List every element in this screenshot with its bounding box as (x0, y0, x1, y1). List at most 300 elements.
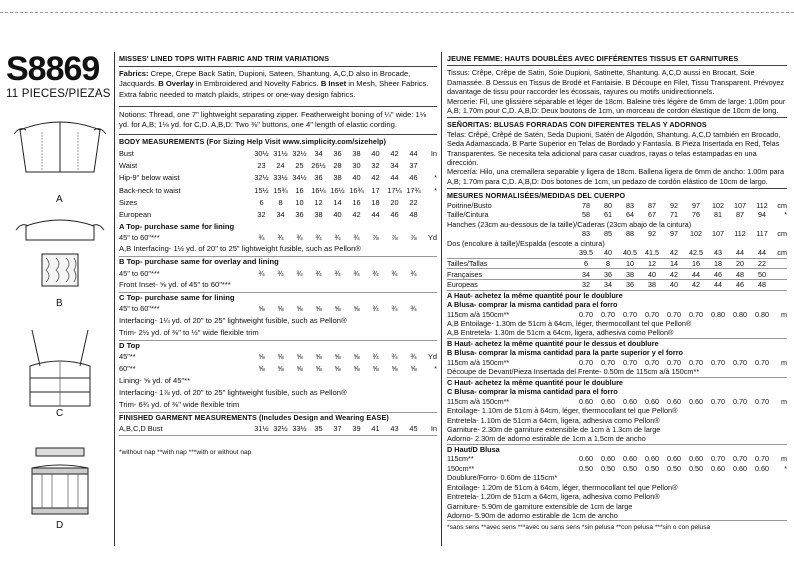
cell-value: 117 (756, 229, 768, 239)
cell-value: 31½ (252, 423, 271, 436)
table-row (119, 209, 437, 221)
cell-unit (423, 268, 437, 280)
cell-value: 42 (390, 148, 399, 158)
cell-unit (423, 160, 437, 172)
cell-value: ⅝ (315, 351, 322, 361)
cell-value: ¾ (315, 268, 322, 278)
cell-value: 0.60 (689, 454, 703, 464)
cell-value: ¾ (391, 351, 398, 361)
a-entretela: A,B Entretela- 1.30m de 51cm a 64cm, ligera, adhesiva como Pellon® (447, 328, 787, 338)
notion-line: Entretela- 1.10m de 51cm a 64cm, ligera, adhesiva como Pellon® (447, 415, 660, 425)
cell-value: 46 (409, 173, 418, 183)
view-a-label: A (56, 194, 63, 205)
hanches-label: Hanches (23cm au-dessous de la taille)/Caderas (23cm abajo de la cintura) (447, 219, 692, 229)
cell-value: 44 (729, 248, 751, 258)
row-label: Europeas (447, 280, 575, 291)
cell-value: 97 (670, 229, 678, 239)
cell-value: 38 (333, 173, 342, 183)
dos-label: Dos (encolure à taille)/Espalda (escote a cintura) (447, 238, 605, 248)
metric-size-table (447, 259, 787, 291)
cell-unit (773, 269, 787, 280)
cell-value: 17 (371, 185, 380, 195)
cell-value: ¾ (296, 268, 303, 278)
cell-value: 0.70 (689, 357, 703, 367)
a-blusa-heading: A Blusa- comprar la misma cantidad para el forro (447, 300, 618, 310)
d-trim: Trim- 6¾ yd. of ⅜" wide flexible trim (119, 400, 437, 413)
cell-value: 18 (707, 259, 729, 269)
cell-value: 37 (328, 423, 347, 436)
cell-value: 33½ (273, 173, 288, 183)
cell-value: 38 (619, 269, 641, 280)
cell-value: 40.5 (619, 248, 641, 258)
cell-value: 22 (409, 198, 418, 208)
cell-value: 0.50 (579, 463, 593, 473)
cell-unit: cm (777, 200, 787, 210)
cell-value: ¾ (258, 268, 265, 278)
cell-value: ¾ (391, 304, 398, 314)
cell-value: 40 (597, 248, 619, 258)
view-c-sketch (12, 326, 108, 416)
notion-line: Garniture- 5.90m de garniture extensible de 1cm de large (447, 501, 633, 511)
cell-value: 34 (276, 210, 285, 220)
cell-value: ⅝ (353, 351, 360, 361)
table-row (447, 464, 787, 474)
cell-value: ⅞ (391, 233, 398, 243)
cell-value: ⅝ (296, 364, 303, 374)
merceria-text: Mercería: Hilo, una cremallera separable y ligera de 18cm. Ballena ligera de 6mm de ancho: 1.00m para A,B; 1.70m para C,D. A,B,D: Dos botones de 1cm, un pedazo de cordón elástico de 10cm de largo. (447, 167, 785, 186)
b-haut-heading: B Haut- achetez la même quantité pour le dessus et doublure (447, 338, 659, 348)
d-top-heading: D Top (119, 340, 140, 350)
body-measurements-title: BODY MEASUREMENTS (For Sizing Help Visit www.simplicity.com/sizehelp) (119, 137, 387, 147)
cell-value: ¾ (296, 233, 303, 243)
cell-value: 0.70 (755, 396, 769, 406)
french-title: JEUNE FEMME: HAUTS DOUBLÉES AVEC DIFFÉRENTES TISSUS ET GARNITURES (447, 54, 739, 63)
notion-line: Adorno- 5.90m de adorno estirable de 1cm de ancho (447, 510, 618, 520)
cell-value: ¾ (315, 233, 322, 243)
cell-value: 41 (366, 423, 385, 436)
cell-value: 0.60 (667, 396, 681, 406)
spanish-title: SEÑORITAS: BLUSAS FORRADAS CON DIFERENTES TELAS Y ADORNOS (447, 120, 707, 130)
cell-value: 44 (390, 173, 399, 183)
front-inset: Front Inset- ⅝ yd. of 45" to 60"*** (119, 280, 437, 293)
cell-value: 0.50 (601, 463, 615, 473)
table-row (447, 259, 787, 269)
table-row (447, 397, 787, 407)
row-label (447, 229, 575, 239)
cell-value: 102 (712, 200, 724, 210)
cell-value: 17¾ (406, 185, 421, 195)
cell-value: 33½ (290, 423, 309, 436)
cell-value: 0.70 (733, 396, 747, 406)
cell-value: 26½ (311, 160, 326, 170)
cell-value: 32 (257, 210, 266, 220)
cell-value: 28 (333, 160, 342, 170)
view-c-label: C (56, 408, 64, 419)
cell-value: 39.5 (575, 248, 597, 258)
cell-value: 32½ (271, 423, 290, 436)
mercerie-text: Mercerie: Fil, une glissière séparable et léger de 18cm. Baleine très légère de 6mm de large: 1.00m pour A,B; 1.70m pour C,D. A,B,D: Deux boutons de 1cm, un morceau de cordon élastique de 10cm de long. (447, 96, 786, 116)
cell-value: 0.60 (755, 463, 769, 473)
row-label: Back-neck to waist (119, 185, 181, 195)
cell-value: 22 (751, 259, 773, 269)
cell-value: 20 (390, 198, 399, 208)
cell-value: 38 (352, 148, 361, 158)
cell-value: ⅞ (372, 233, 379, 243)
cell-value: 40 (663, 280, 685, 291)
table-row (119, 268, 437, 280)
d-notions-list (447, 473, 787, 521)
cell-value: 58 (582, 210, 590, 220)
cell-value: 78 (582, 200, 590, 210)
row-label: Françaises (447, 269, 575, 280)
cell-value: 40 (371, 148, 380, 158)
c-interfacing: Interfacing- 1¼ yd. of 20" to 25" lightweight fusible, such as Pellon® (119, 315, 347, 325)
english-footnote: *without nap **with nap ***with or without nap (119, 449, 252, 457)
finished-measurements-table (119, 423, 437, 436)
table-row (119, 185, 437, 197)
cell-value: 8 (278, 198, 283, 208)
cell-value: 92 (670, 200, 678, 210)
notions-text: Notions: Thread, one 7" lightweight separating zipper. Featherweight boning of ¼" wide: 1⅛ yd. for A,B; 1⅛ yd. for C,D. A,B,D: Two ⅜" buttons, one 4" length of elastic cording. (119, 109, 427, 130)
table-row (447, 358, 787, 368)
view-b-label: B (56, 298, 63, 309)
cell-value: 36 (597, 269, 619, 280)
row-label: European (119, 210, 152, 220)
column-divider-left (114, 52, 115, 546)
cell-value: 15¾ (273, 185, 288, 195)
cell-value: 30 (352, 160, 361, 170)
cell-value: 67 (648, 210, 656, 220)
cell-value: 46 (729, 280, 751, 291)
cell-value: 36 (314, 173, 323, 183)
cell-unit: * (434, 173, 437, 183)
notion-line: Garniture- 2.30m de garniture extensible de 1cm à 1.3cm de large (447, 424, 661, 434)
cell-value: 0.70 (645, 309, 659, 319)
view-a-back-sketch (12, 112, 108, 180)
cell-value: ¾ (410, 351, 417, 361)
finished-measurements-title: FINISHED GARMENT MEASUREMENTS (Includes Design and Wearing EASE) (119, 412, 389, 422)
cell-value: 81 (714, 210, 722, 220)
cell-unit: * (434, 185, 437, 195)
cell-value: 39 (347, 423, 366, 436)
row-label: 45" to 60"*** (119, 233, 160, 243)
cell-value: 87 (736, 210, 744, 220)
cell-value: 23 (257, 160, 266, 170)
cell-value: ¾ (372, 304, 379, 314)
cell-value: ¾ (277, 268, 284, 278)
cell-value: 42.5 (685, 248, 707, 258)
cell-value: 14 (663, 259, 685, 269)
table-row (119, 197, 437, 209)
cell-value: ⅝ (391, 364, 398, 374)
cell-value: 0.70 (667, 357, 681, 367)
cell-value: ¾ (372, 268, 379, 278)
cell-unit: In (430, 148, 437, 158)
row-label: Tailles/Tallas (447, 259, 575, 269)
cell-value: ⅝ (296, 304, 303, 314)
row-label: 115cm a/à 150cm** (447, 309, 510, 319)
cell-value: 35 (309, 423, 328, 436)
cell-value: 0.60 (579, 396, 593, 406)
cell-value: 61 (604, 210, 612, 220)
cell-value: ⅝ (334, 304, 341, 314)
notion-line: Entoilage- 1.10m de 51cm à 64cm, léger, thermocollant tel que Pellon® (447, 406, 678, 416)
cell-value: ⅝ (315, 364, 322, 374)
notion-line: Doublure/Forro- 0.60m de 115cm* (447, 473, 558, 483)
cell-value: ⅝ (353, 304, 360, 314)
cell-value: 45 (404, 423, 423, 436)
cell-value: 97 (692, 200, 700, 210)
cell-value: ⅝ (353, 364, 360, 374)
c-trim: Trim- 2½ yd. of ⅜" to ½" wide flexible trim (119, 328, 437, 341)
cell-value: 0.50 (689, 463, 703, 473)
english-instructions (119, 54, 437, 458)
cell-value: 107 (712, 229, 724, 239)
cell-unit: In (423, 423, 437, 436)
cell-value: 25 (295, 160, 304, 170)
cell-value: 43 (707, 248, 729, 258)
row-label: 45" to 60"*** (119, 268, 160, 278)
cell-value: 0.50 (667, 463, 681, 473)
cell-unit: m (781, 396, 787, 406)
table-row (119, 160, 437, 172)
row-label: 45" to 60"*** (119, 304, 160, 314)
fabrics-text: Fabrics: Crepe, Crepe Back Satin, Dupioni, Sateen, Shantung. A,C,D also in Brocade, Jacquards. B Overlay in Embroidered and Novelty Fabrics. B Inset in Mesh, Sheer Fabrics. Extra fabric needed to match plaids, stripes or one-way design fabrics. (119, 69, 429, 99)
cell-unit: * (434, 364, 437, 374)
cell-value: 6 (575, 259, 597, 269)
view-d-sketch (12, 438, 108, 528)
cell-unit: m (781, 454, 787, 464)
row-label: Sizes (119, 198, 138, 208)
view-sketches (6, 112, 114, 542)
cell-value: 6 (259, 198, 264, 208)
cell-value: 41.5 (641, 248, 663, 258)
cell-value: 0.60 (623, 454, 637, 464)
cell-value: 30½ (254, 148, 269, 158)
cell-value: 0.60 (601, 454, 615, 464)
row-label: Taille/Cintura (447, 210, 489, 220)
cell-value: 112 (734, 229, 746, 239)
cell-value: 36 (295, 210, 304, 220)
cell-value: 38 (314, 210, 323, 220)
row-label: Waist (119, 160, 138, 170)
cell-value: 46 (390, 210, 399, 220)
table-row (447, 280, 787, 291)
cell-value: 0.70 (601, 357, 615, 367)
c-top-heading: C Top- purchase same for lining (119, 292, 235, 302)
cell-value: ⅞ (410, 233, 417, 243)
cell-value: 34 (575, 269, 597, 280)
cell-value: 16½ (330, 185, 345, 195)
column-divider-right (441, 52, 442, 546)
row-label: 115cm a/à 150cm** (447, 357, 510, 367)
table-row (447, 210, 787, 220)
cell-value: 0.60 (645, 454, 659, 464)
cell-value: ⅝ (334, 351, 341, 361)
cell-value: 44 (371, 210, 380, 220)
cell-value: 0.70 (667, 309, 681, 319)
table-row (447, 269, 787, 280)
c-notions-list (447, 406, 787, 445)
cell-value: 0.70 (623, 357, 637, 367)
cell-unit (423, 197, 437, 209)
notion-line: Entretela- 1.20m de 51cm a 64cm, ligera, adhesiva como Pellon® (447, 492, 660, 502)
row-label: Hip-9" below waist (119, 173, 180, 183)
c-top-yardage (119, 303, 437, 315)
cell-value: 0.80 (755, 309, 769, 319)
cell-value: 0.70 (689, 309, 703, 319)
d-top-yardage (119, 351, 437, 376)
cell-value: 0.60 (623, 396, 637, 406)
cell-value: 0.70 (711, 357, 725, 367)
row-label: 115cm** (447, 454, 474, 464)
cell-value: 0.60 (689, 396, 703, 406)
cell-value: ⅝ (277, 351, 284, 361)
dos-table (447, 248, 787, 259)
cell-value: 42 (663, 248, 685, 258)
cell-value: 37 (409, 160, 418, 170)
cell-value: 94 (758, 210, 766, 220)
table-row (447, 201, 787, 211)
cell-value: 44 (409, 148, 418, 158)
cell-value: 32 (575, 280, 597, 291)
cell-value: 0.60 (645, 396, 659, 406)
cell-value: ¾ (277, 233, 284, 243)
cell-unit: Yd (427, 351, 437, 361)
cell-value: 43 (385, 423, 404, 436)
table-row (119, 363, 437, 375)
table-row (447, 229, 787, 239)
cell-unit: cm (777, 229, 787, 239)
cell-value: 12 (641, 259, 663, 269)
cell-value: 42 (685, 280, 707, 291)
cell-unit: cm (773, 248, 787, 258)
view-d-label: D (56, 520, 64, 531)
b-top-heading: B Top- purchase same for overlay and lining (119, 257, 279, 267)
cell-value: 48 (729, 269, 751, 280)
cell-unit: * (784, 463, 787, 473)
cell-value: 16 (352, 198, 361, 208)
table-row (119, 232, 437, 244)
cell-unit (423, 209, 437, 221)
cell-value: ¾ (258, 233, 265, 243)
cell-value: 0.70 (579, 309, 593, 319)
cell-value: 34 (597, 280, 619, 291)
a-top-heading: A Top- purchase same for lining (119, 221, 235, 231)
cell-value: ⅝ (296, 351, 303, 361)
cell-value: ⅝ (315, 304, 322, 314)
table-row (119, 147, 437, 159)
cell-value: ⅝ (334, 364, 341, 374)
cell-value: 92 (648, 229, 656, 239)
table-row (447, 309, 787, 319)
cell-value: 0.70 (755, 357, 769, 367)
cell-value: 46 (707, 269, 729, 280)
cell-value: 20 (729, 259, 751, 269)
table-row (447, 248, 787, 258)
table-row (119, 303, 437, 315)
cell-unit: * (784, 210, 787, 220)
cell-unit (773, 280, 787, 291)
cell-value: 18 (371, 198, 380, 208)
cell-value: 17¼ (387, 185, 402, 195)
cell-value: 50 (751, 269, 773, 280)
cell-value: 44 (751, 248, 773, 258)
table-row (447, 454, 787, 464)
a-metric-yardage (447, 309, 787, 319)
metric-footnote: *sans sens **avec sens ***avec ou sans sens *sin pelusa **con pelusa ***sin o con pelusa (447, 524, 711, 532)
pattern-number: S8869 (6, 50, 100, 88)
table-row (119, 351, 437, 363)
cell-value: ⅝ (258, 351, 265, 361)
cell-value: 0.70 (623, 309, 637, 319)
cell-value: 48 (751, 280, 773, 291)
d-lining: Lining- ⅝ yd. of 45"** (119, 375, 191, 385)
row-label: 150cm** (447, 463, 475, 473)
cell-value: 42 (371, 173, 380, 183)
cell-value: 107 (734, 200, 746, 210)
cell-value: 112 (756, 200, 768, 210)
cell-value: 0.70 (733, 454, 747, 464)
cell-value: 8 (597, 259, 619, 269)
cut-line (0, 0, 794, 13)
cell-value: ⅝ (277, 304, 284, 314)
cell-unit: m (781, 309, 787, 319)
cell-value: 0.60 (667, 454, 681, 464)
cell-value: ¾ (353, 233, 360, 243)
cell-value: 34 (390, 160, 399, 170)
c-metric-yardage (447, 397, 787, 407)
row-label: 45"** (119, 351, 136, 361)
cell-value: 40 (333, 210, 342, 220)
cell-value: 48 (409, 210, 418, 220)
b-metric-yardage (447, 358, 787, 368)
cell-value: 16 (685, 259, 707, 269)
pattern-id-block (6, 52, 112, 100)
cell-value: 64 (626, 210, 634, 220)
cell-value: 0.70 (755, 454, 769, 464)
cell-value: 12 (314, 198, 323, 208)
notion-line: Entoilage- 1.20m de 51cm à 64cm, léger, thermocollant tel que Pellon® (447, 482, 678, 492)
cell-value: 31½ (273, 148, 288, 158)
cell-value: ⅝ (258, 304, 265, 314)
row-label (447, 248, 575, 258)
cell-value: 0.80 (711, 309, 725, 319)
cell-value: ¾ (353, 268, 360, 278)
cell-value: 0.70 (711, 396, 725, 406)
piece-count: 11 PIECES/PIEZAS (6, 88, 111, 100)
hanches-table (447, 229, 787, 239)
view-b-sketch (12, 212, 108, 292)
cell-value: ⅝ (258, 364, 265, 374)
cell-value: 0.60 (733, 463, 747, 473)
cell-value: 32 (371, 160, 380, 170)
a-entoilage: A,B Entoilage- 1.30m de 51cm à 64cm, léger, thermocollant tel que Pellon® (447, 319, 692, 329)
cell-value: 0.70 (601, 309, 615, 319)
metric-body-table (447, 201, 787, 220)
cell-value: 32½ (254, 173, 269, 183)
body-measurements-table (119, 147, 437, 197)
row-label: 115cm a/à 150cm** (447, 396, 510, 406)
cell-value: ¾ (334, 233, 341, 243)
notion-line: Adorno- 2.30m de adorno estirable de 1cm a 1.5cm de ancho (447, 434, 646, 444)
row-label: 60"** (119, 364, 136, 374)
row-label: Poitrine/Busto (447, 200, 492, 210)
cell-value: 0.60 (711, 463, 725, 473)
cell-value: 34 (314, 148, 323, 158)
cell-value: 0.50 (623, 463, 637, 473)
a-interfacing: A,B Interfacing- 1½ yd. of 20" to 25" lightweight fusible, such as Pellon® (119, 244, 437, 257)
